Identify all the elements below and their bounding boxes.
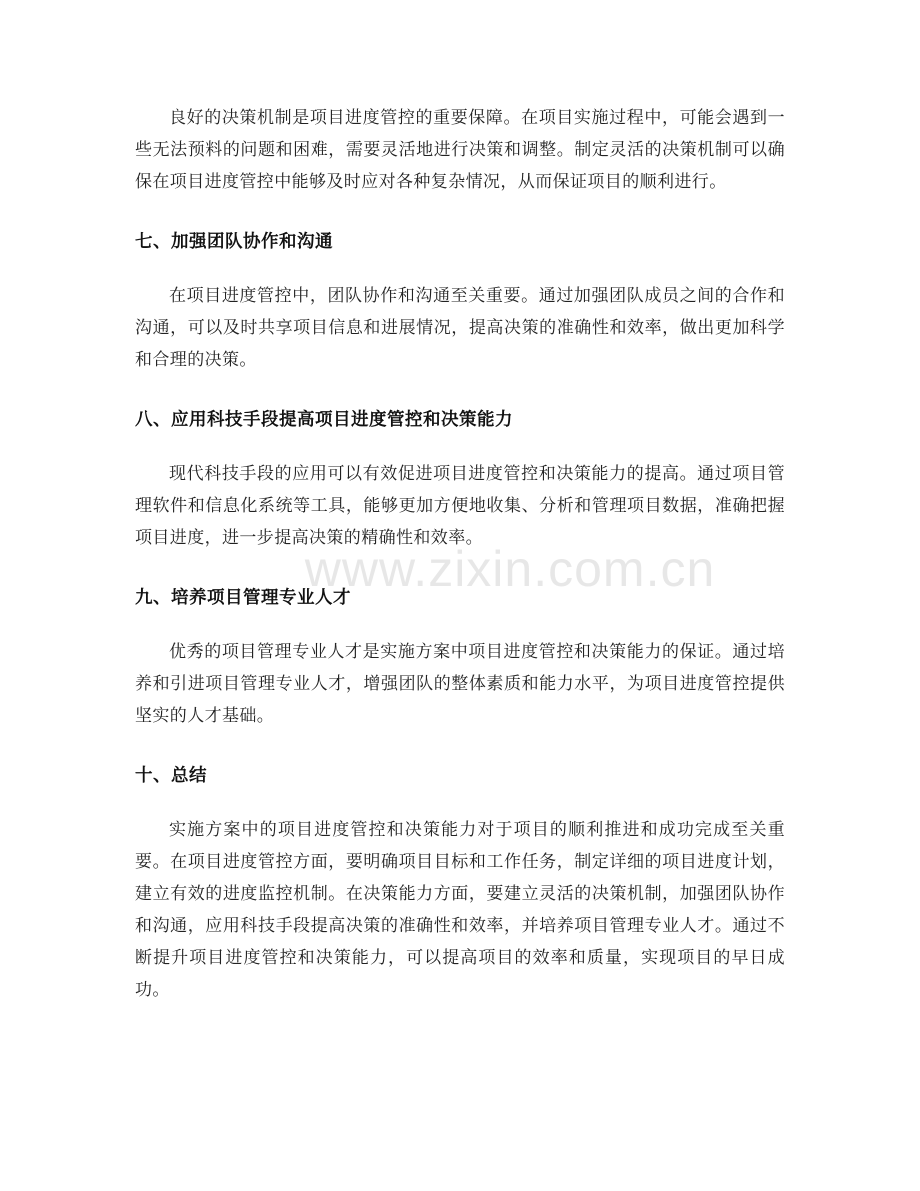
heading-section-7: 七、加强团队协作和沟通 — [135, 232, 333, 252]
heading-section-9: 九、培养项目管理专业人才 — [135, 588, 351, 608]
paragraph-section-8: 现代科技手段的应用可以有效促进项目进度管控和决策能力的提高。通过项目管理软件和信息化系统等工具，能够更加方便地收集、分析和管理项目数据，准确把握项目进度，进一步提高决策的精确性和效率。 — [135, 464, 785, 548]
watermark: www.zixin.com.cn — [304, 541, 716, 597]
paragraph-section-7: 在项目进度管控中，团队协作和沟通至关重要。通过加强团队成员之间的合作和沟通，可以及时共享项目信息和进展情况，提高决策的准确性和效率，做出更加科学和合理的决策。 — [135, 286, 785, 370]
document-body — [135, 102, 785, 1006]
paragraph-decision-mechanism: 良好的决策机制是项目进度管控的重要保障。在项目实施过程中，可能会遇到一些无法预料的问题和困难，需要灵活地进行决策和调整。制定灵活的决策机制可以确保在项目进度管控中能够及时应对各种复杂情况，从而保证项目的顺利进行。 — [135, 108, 785, 192]
heading-section-8: 八、应用科技手段提高项目进度管控和决策能力 — [135, 410, 513, 430]
heading-section-10: 十、总结 — [135, 766, 207, 786]
paragraph-section-10: 实施方案中的项目进度管控和决策能力对于项目的顺利推进和成功完成至关重要。在项目进度管控方面，要明确项目目标和工作任务，制定详细的项目进度计划，建立有效的进度监控机制。在决策能力方面，要建立灵活的决策机制，加强团队协作和沟通，应用科技手段提高决策的准确性和效率，并培养项目管理专业人才。通过不断提升项目进度管控和决策能力，可以提高项目的效率和质量，实现项目的早日成功。 — [135, 820, 785, 1000]
paragraph-section-9: 优秀的项目管理专业人才是实施方案中项目进度管控和决策能力的保证。通过培养和引进项目管理专业人才，增强团队的整体素质和能力水平，为项目进度管控提供坚实的人才基础。 — [135, 642, 785, 726]
